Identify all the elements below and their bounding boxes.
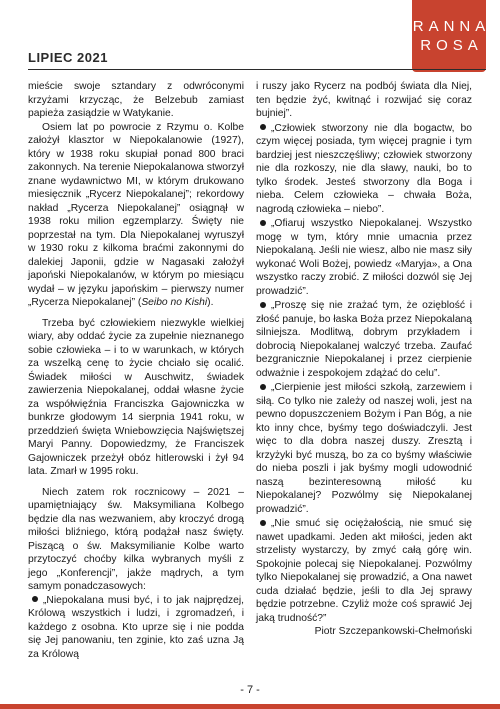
author-signature: Piotr Szczepankowski-Chełmoński [314, 626, 472, 637]
footer-bar [0, 704, 500, 709]
logo-line-1: RANNA [412, 18, 491, 35]
bullet-icon [260, 124, 266, 130]
bullet-icon [260, 520, 266, 526]
bullet-icon [260, 384, 266, 390]
quote-text: „Niepokalana musi być, i to jak najprędzej, Królową wszystkich i ludzi, i zgromadzeń, i każdego z osobna. Kto uprze się i nie podda się Jej panowaniu, ten zginie, kto zaś uzna Ją za Królową [28, 594, 244, 660]
quote-text: „Nie smuć się ociężałością, nie smuć się nawet upadkami. Jeden akt miłości, jeden akt strzelisty wystarczy, by zmyć całą górę win. Spokojnie polecaj się Niepokalanej. Pozwólmy tylko Niepokalanej się prowadzić, a Ona nawet cuda działać będzie, jeśli to dla Jej sprawy będzie potrzebne. Czyliż może coś sprawić Jej jaką trudność?” [256, 518, 472, 624]
bullet-icon [260, 302, 266, 308]
quote-item [256, 517, 472, 625]
quote-item [256, 381, 472, 516]
paragraph-text: Osiem lat po powrocie z Rzymu o. Kolbe założył klasztor w Niepokalanowie (1927), który w 1938 roku skupiał ponad 800 braci zakonnych. Na terenie Niepokalanowa stworzył znane wydawnictwo MI, w którym drukowano miesięcznik „Rycerz Niepokalanej”; rekordowy nakład „Rycerza Niepokalanej” osiągnął w 1938 roku milion egzemplarzy. Święty nie poprzestał na tym. Dla Niepokalanej wyruszył w 1930 roku z kilkoma braćmi zakonnymi do dalekiej Japonii, gdzie w Nagasaki założył japoński Niepokalanów, w którym po miesiącu wydał – w języku japońskim – pierwszy numer „Rycerza Niepokalanej” ( [28, 121, 244, 308]
quote-item [256, 299, 472, 380]
quote-item [256, 217, 472, 298]
italic-title: Seibo no Kishi [141, 297, 208, 308]
quote-item [256, 122, 472, 217]
paragraph [28, 121, 244, 310]
bullet-icon [32, 596, 38, 602]
page-number: - 7 - [240, 684, 260, 696]
paragraph: mieście swoje sztandary z odwróconymi krzyżami krzycząc, że Belzebub zamiast papieża zasiądzie w Watykanie. [28, 81, 244, 119]
quote-text: „Człowiek stworzony nie dla bogactw, bo czym więcej posiada, tym więcej pragnie i tym bardziej jest nieszczęśliwy; człowiek stworzony nie dla rozkoszy, nie dla sławy, nauki, bo to tylko środek. Jesteś stworzony dla Boga i nieba. Celem człowieka – chwała Boża, nagrodą człowieka – niebo”. [256, 122, 472, 215]
header-rule [28, 69, 486, 70]
paragraph: i ruszy jako Rycerz na podbój świata dla Niej, ten będzie żyć, kwitnąć i rozwijać się coraz bujniej”. [256, 81, 472, 119]
paragraph: Trzeba być człowiekiem niezwykle wielkiej wiary, aby oddać życie za zupełnie nieznanego sobie człowieka – i to w warunkach, w których za wszelką cenę to życie chciało się ocalić. Świadek miłości w Auschwitz, świadek zawierzenia Niepokalanej, oddał własne życie za współwięźnia Franciszka Gajowniczka w bunkrze głodowym 14 sierpnia 1941 roku, w przeddzień święta Wniebowzięcia Najświętszej Maryi Panny. Dopowiedzmy, że Franciszek Gajowniczek przeżył obóz hitlerowski i żył 94 lata. Zmarł w 1995 roku. [28, 317, 244, 477]
quote-text: „Ofiaruj wszystko Niepokalanej. Wszystko mogę w tym, który mnie umacnia przez Niepokalaną. Jeśli nie wiesz, albo nie masz siły wykonać Woli Bożej, powiedz «Maryja», a Ona wszystko raczy zrobić. Z miłości dozwól się Jej prowadzić”. [256, 218, 472, 297]
paragraph: Niech zatem rok rocznicowy – 2021 – upamiętniający św. Maksymiliana Kolbego będzie dla nas wezwaniem, aby kroczyć drogą miłości bliźniego, którą podążał nasz święty. Piszącą o św. Maksymilianie Kolbe warto przytoczyć choćby kilka wybranych myśli z jego „Konferencji”, jakże mądrych, a tym samym ponadczasowych: [28, 486, 244, 592]
quote-text: „Proszę się nie zrażać tym, że ozięblość i złość panuje, bo łaska Boża przez Niepokalaną silniejsza. Modlitwą, dobrym przykładem i dobrocią Niepokalanej walczyć trzeba. Zaufać bezgranicznie Niepokalanej i przez cierpienie odważnie i zespokojem zdążać do celu”. [256, 300, 472, 379]
right-column [256, 80, 472, 639]
issue-date: LIPIEC 2021 [28, 50, 108, 65]
paragraph-text-end: ). [207, 297, 214, 308]
bullet-icon [260, 220, 266, 226]
logo-line-2: ROSA [420, 37, 483, 54]
quote-item [28, 594, 244, 662]
magazine-logo [412, 0, 491, 72]
quote-text: „Cierpienie jest miłości szkołą, zarzewiem i siłą. Co tylko nie zależy od naszej woli, jest na pewno dopuszczeniem Bożym i Pan Bóg, a nie kto inny chce, byśmy tego doświadczyli. Jest więc to dla dobra naszej duszy. Zresztą i krzyżyki być muszą, bo za co byśmy właściwie do nieba poszli i jak byśmy mogli udowodnić naszą bezinteresowną miłość ku Niepokalanej? Pozwólmy się Niepokalanej prowadzić”. [256, 382, 472, 515]
left-column [28, 80, 244, 661]
